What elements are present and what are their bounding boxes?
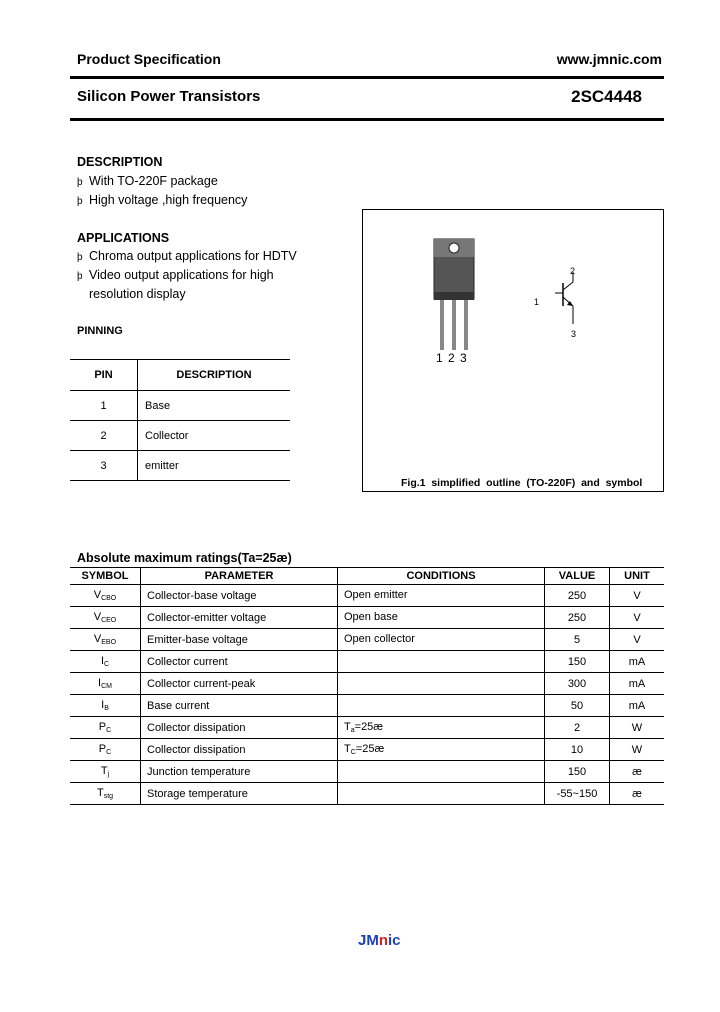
rating-unit: mA — [628, 699, 646, 712]
rating-unit: V — [633, 633, 641, 646]
package-outline-drawing — [363, 210, 663, 491]
parameter-header: PARAMETER — [141, 568, 338, 585]
doc-title: Silicon Power Transistors — [77, 88, 261, 105]
jmnic-logo: JMnic — [358, 932, 401, 949]
table-row — [70, 585, 664, 607]
symbol-collector-label: 2 — [570, 266, 576, 276]
pinning-table — [70, 359, 290, 481]
table-row — [70, 739, 664, 761]
pin-number: 3 — [70, 451, 138, 481]
rating-value: 150 — [545, 651, 610, 673]
rating-symbol: $P_C$ — [70, 717, 141, 739]
pin-desc-header: DESCRIPTION — [176, 369, 252, 381]
pin-description: Collector — [145, 429, 189, 442]
rating-symbol: $T_j$ — [70, 761, 141, 783]
rating-symbol: $V_{CEO}$ — [70, 607, 141, 629]
rating-condition — [338, 783, 545, 805]
ratings-title: Absolute maximum ratings(Ta=25æ) — [77, 551, 292, 565]
table-row — [70, 421, 290, 451]
rating-value: 10 — [545, 739, 610, 761]
rating-unit: W — [631, 743, 643, 756]
application-item: þ Chroma output applications for HDTV — [77, 249, 297, 263]
table-row — [70, 391, 290, 421]
rating-parameter: Junction temperature — [141, 761, 338, 783]
rating-condition — [338, 673, 545, 695]
application-item: þ Video output applications for high — [77, 268, 274, 282]
rating-condition: Open emitter — [338, 585, 545, 607]
rating-symbol: $I_B$ — [70, 695, 141, 717]
header-left: Product Specification — [77, 51, 221, 67]
rating-symbol: $P_C$ — [70, 739, 141, 761]
header-rule-1 — [70, 76, 664, 79]
description-item: þ High voltage ,high frequency — [77, 193, 248, 207]
rating-unit: W — [631, 721, 643, 734]
rating-value: 50 — [545, 695, 610, 717]
rating-value: 250 — [545, 585, 610, 607]
rating-symbol: $I_C$ — [70, 651, 141, 673]
pin-description: emitter — [145, 459, 179, 472]
rating-value: -55~150 — [545, 783, 610, 805]
rating-parameter: Emitter-base voltage — [141, 629, 338, 651]
figure-caption: Fig.1 simplified outline (TO-220F) and symbol — [401, 477, 643, 489]
rating-unit: mA — [628, 677, 646, 690]
rating-value: 300 — [545, 673, 610, 695]
table-row — [70, 629, 664, 651]
rating-value: 5 — [545, 629, 610, 651]
pin-header: PIN — [70, 360, 138, 391]
table-row — [70, 673, 664, 695]
rating-value: 2 — [545, 717, 610, 739]
table-row — [70, 717, 664, 739]
application-item-continued: resolution display — [89, 287, 186, 301]
symbol-base-label: 1 — [534, 297, 540, 307]
rating-parameter: Collector dissipation — [141, 739, 338, 761]
rating-parameter: Base current — [141, 695, 338, 717]
table-row — [70, 607, 664, 629]
rating-condition — [338, 695, 545, 717]
header-rule-2 — [70, 118, 664, 121]
part-number: 2SC4448 — [571, 87, 642, 106]
rating-symbol: $V_{CBO}$ — [70, 585, 141, 607]
rating-parameter: Collector-base voltage — [141, 585, 338, 607]
rating-unit: V — [633, 611, 641, 624]
rating-unit: V — [633, 589, 641, 602]
rating-parameter: Collector dissipation — [141, 717, 338, 739]
package-pin-numbers: 1 2 3 — [436, 351, 468, 365]
description-title: DESCRIPTION — [77, 155, 163, 169]
rating-unit: mA — [628, 655, 646, 668]
description-item: þ With TO-220F package — [77, 174, 218, 188]
rating-condition — [338, 761, 545, 783]
rating-condition: $T_C=25æ$ — [338, 739, 545, 761]
unit-header: UNIT — [624, 570, 650, 582]
rating-unit: æ — [632, 787, 642, 800]
rating-symbol: $V_{EBO}$ — [70, 629, 141, 651]
rating-value: 250 — [545, 607, 610, 629]
symbol-header: SYMBOL — [70, 568, 141, 585]
rating-parameter: Collector current — [141, 651, 338, 673]
pin-description: Base — [145, 399, 171, 412]
rating-parameter: Collector-emitter voltage — [141, 607, 338, 629]
rating-condition: Open base — [338, 607, 545, 629]
rating-value: 150 — [545, 761, 610, 783]
figure-box — [362, 209, 664, 492]
symbol-emitter-label: 3 — [571, 329, 577, 339]
rating-unit: æ — [632, 765, 642, 778]
pinning-title: PINNING — [77, 325, 123, 337]
rating-condition — [338, 651, 545, 673]
table-row — [70, 451, 290, 481]
pin-number: 1 — [70, 391, 138, 421]
applications-title: APPLICATIONS — [77, 231, 170, 245]
header-url[interactable]: www.jmnic.com — [556, 51, 662, 67]
conditions-header: CONDITIONS — [338, 568, 545, 585]
table-row — [70, 783, 664, 805]
rating-parameter: Collector current-peak — [141, 673, 338, 695]
rating-symbol: $I_{CM}$ — [70, 673, 141, 695]
rating-condition: Open collector — [338, 629, 545, 651]
pin-number: 2 — [70, 421, 138, 451]
table-row — [70, 695, 664, 717]
rating-parameter: Storage temperature — [141, 783, 338, 805]
ratings-table — [70, 567, 664, 805]
value-header: VALUE — [545, 568, 610, 585]
rating-condition: $T_a=25æ$ — [338, 717, 545, 739]
rating-symbol: $T_{stg}$ — [70, 783, 141, 805]
table-row — [70, 761, 664, 783]
table-row — [70, 651, 664, 673]
